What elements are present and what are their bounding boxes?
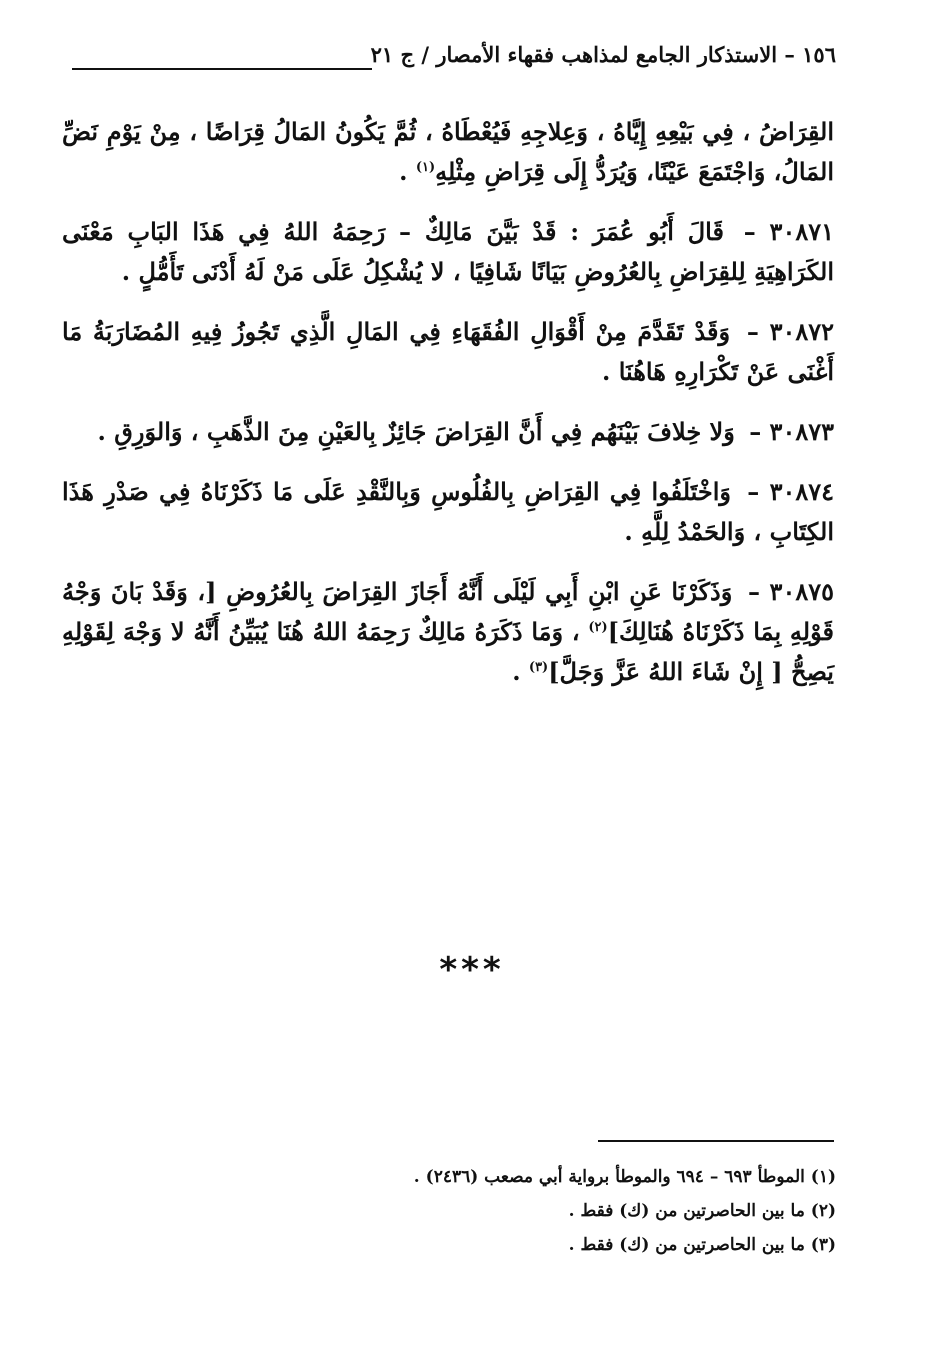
paragraph-number: ٣٠٨٧١ – <box>743 217 834 246</box>
paragraph-end: . <box>97 417 115 446</box>
paragraph-number: ٣٠٨٧٢ – <box>746 317 835 346</box>
paragraph-end: . <box>624 517 642 546</box>
paragraph-text-continued: ، وَمَا ذَكَرَهُ مَالِكٌ رَحِمَهُ اللهُ هُنَا يُبَيِّنُ أَنَّهُ لا وَجْهَ لِقَوْلِهِ يَصِحُّ [ إِنْ شَاءَ اللهُ عَزَّ وَجَلَّ] <box>62 617 834 686</box>
paragraph-30874 <box>62 472 834 552</box>
running-header: ١٥٦ – الاستذكار الجامع لمذاهب فقهاء الأمصار / ج ٢١ <box>370 42 836 67</box>
paragraph-text: القِرَاضُ ، فِي بَيْعِهِ إِيَّاهُ ، وَعِلاجِهِ فَيُعْطَاهُ ، ثُمَّ يَكُونُ المَالُ قِرَاضًا ، مِنْ يَوْمِ نَضِّ المَالُ، وَاجْتَمَعَ عَيْنًا، وَيُرَدُّ إِلَى قِرَاضِ مِثْلِهِ <box>62 117 834 186</box>
paragraph-number: ٣٠٨٧٥ – <box>747 577 834 606</box>
paragraph-continuation <box>62 112 834 192</box>
footnote-3: (٣) ما بين الحاصرتين من (ك) فقط . <box>568 1235 836 1255</box>
paragraph-end: . <box>399 157 416 186</box>
footnote-rule <box>598 1140 834 1142</box>
footnote-2: (٢) ما بين الحاصرتين من (ك) فقط . <box>568 1201 836 1221</box>
paragraph-text: وَذَكَرْنَا عَنِ ابْنِ أَبِي لَيْلَى أَنَّهُ أَجَازَ القِرَاضَ بِالعُرُوضِ [، وَقَدْ بَانَ وَجْهُ قَوْلِهِ بِمَا ذَكَرْنَاهُ هُنَالِكَ] <box>62 577 834 646</box>
paragraph-end: . <box>601 357 619 386</box>
paragraph-number: ٣٠٨٧٣ – <box>749 417 834 446</box>
section-separator: *** <box>439 950 505 990</box>
paragraph-end: . <box>512 657 529 686</box>
footnote-ref: (٢) <box>588 620 608 635</box>
paragraph-30875 <box>62 572 834 692</box>
footnote-ref: (٣) <box>528 660 549 675</box>
footnote-1: (١) الموطأ ٦٩٣ – ٦٩٤ والموطأ برواية أبي مصعب (٢٤٣٦) . <box>413 1167 836 1187</box>
main-text <box>62 112 834 712</box>
paragraph-text: وَاخْتَلَفُوا فِي القِرَاضِ بِالفُلُوسِ وَبِالنَّقْدِ عَلَى مَا ذَكَرْنَاهُ فِي صَدْرِ هَذَا الكِتَابِ ، وَالحَمْدُ لِلَّهِ <box>62 477 834 546</box>
footnotes <box>56 1160 836 1262</box>
paragraph-number: ٣٠٨٧٤ – <box>747 477 835 506</box>
paragraph-30871 <box>62 212 834 292</box>
paragraph-30872 <box>62 312 834 392</box>
paragraph-30873 <box>62 412 834 452</box>
paragraph-end: . <box>121 257 139 286</box>
paragraph-text: قَالَ أَبُو عُمَرَ : قَدْ بَيَّنَ مَالِكٌ – رَحِمَهُ اللهُ فِي هَذَا البَابِ مَعْنَى الكَرَاهِيَةِ لِلقِرَاضِ بِالعُرُوضِ بَيَانًا شَافِيًا ، لا يُشْكِلُ عَلَى مَنْ لَهُ أَدْنَى تَأَمُّلٍ <box>62 217 834 286</box>
paragraph-text: وَقَدْ تَقَدَّمَ مِنْ أَقْوَالِ الفُقَهَاءِ فِي المَالِ الَّذِي تَجُوزُ فِيهِ المُضَارَبَةُ مَا أَغْنَى عَنْ تَكْرَارِهِ هَاهُنَا <box>62 317 834 386</box>
header-rule <box>72 68 372 70</box>
footnote-ref: (١) <box>415 160 436 175</box>
paragraph-text: وَلا خِلافَ بَيْنَهُم فِي أَنَّ القِرَاضَ جَائِزٌ بِالعَيْنِ مِنَ الذَّهَبِ ، وَالوَرِقِ <box>114 417 735 446</box>
